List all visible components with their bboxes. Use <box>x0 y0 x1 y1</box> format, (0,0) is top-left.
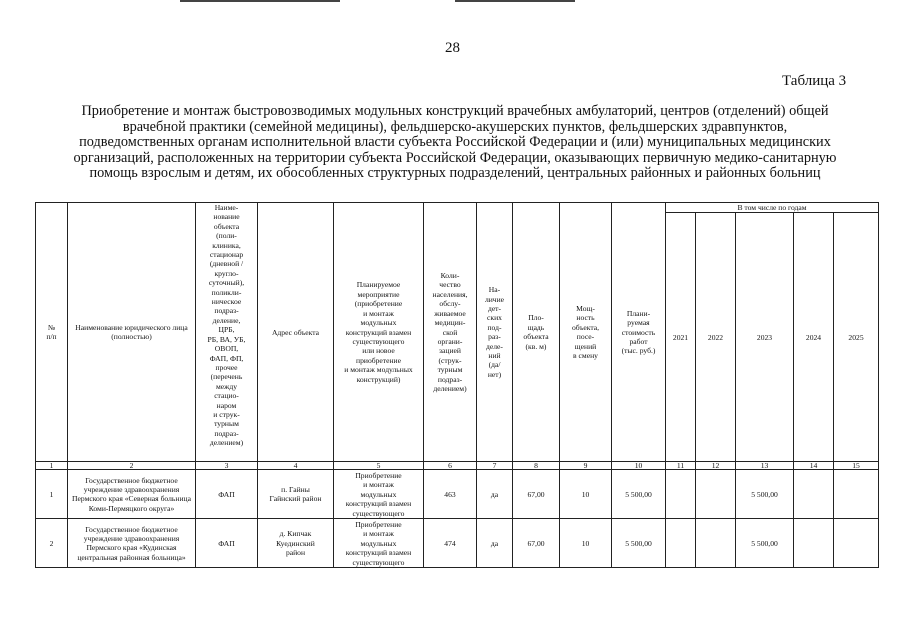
cell-address: д. Кипчак Куединский район <box>258 519 334 568</box>
header-year-2023: 2023 <box>736 213 794 462</box>
column-number: 14 <box>794 462 834 470</box>
cell-cost: 5 500,00 <box>612 470 666 519</box>
cell-2022 <box>696 470 736 519</box>
column-number: 9 <box>560 462 612 470</box>
cell-2021 <box>666 519 696 568</box>
header-num: № п/п <box>36 203 68 462</box>
cell-2025 <box>834 470 879 519</box>
header-children-units: На- личие дет- ских под- раз- деле- ний (да/ нет) <box>477 203 513 462</box>
cell-num: 1 <box>36 470 68 519</box>
column-number: 15 <box>834 462 879 470</box>
header-area: Пло- щадь объекта (кв. м) <box>513 203 560 462</box>
column-number: 13 <box>736 462 794 470</box>
table-row <box>36 470 879 519</box>
header-year-2025: 2025 <box>834 213 879 462</box>
cell-area: 67,00 <box>513 519 560 568</box>
cell-2025 <box>834 519 879 568</box>
cell-2021 <box>666 470 696 519</box>
column-number: 7 <box>477 462 513 470</box>
column-number: 8 <box>513 462 560 470</box>
top-scan-line-right <box>455 0 575 2</box>
cell-area: 67,00 <box>513 470 560 519</box>
table-row <box>36 519 879 568</box>
cell-capacity: 10 <box>560 519 612 568</box>
header-cost: Плани- руемая стоимость работ (тыс. руб.) <box>612 203 666 462</box>
cell-org-name: Государственное бюджетное учреждение здравоохранения Пермского края «Северная больница Коми-Пермяцкого округа» <box>68 470 196 519</box>
header-years-group: В том числе по годам <box>666 203 879 213</box>
column-number: 12 <box>696 462 736 470</box>
header-address: Адрес объекта <box>258 203 334 462</box>
cell-2023: 5 500,00 <box>736 519 794 568</box>
page-number: 28 <box>445 40 460 56</box>
cell-num: 2 <box>36 519 68 568</box>
header-planned-event: Планируемое мероприятие (приобретение и монтаж модульных конструкций взамен существующего или новое приобретение и монтаж модульных конструкций) <box>334 203 424 462</box>
cell-capacity: 10 <box>560 470 612 519</box>
column-number: 1 <box>36 462 68 470</box>
cell-2024 <box>794 519 834 568</box>
header-population: Коли- чество населения, обслу- живаемое медицин- ской органи- зацией (струк- турным подраз- делением) <box>424 203 477 462</box>
cell-cost: 5 500,00 <box>612 519 666 568</box>
column-number: 5 <box>334 462 424 470</box>
cell-population: 463 <box>424 470 477 519</box>
header-year-2024: 2024 <box>794 213 834 462</box>
document-title: Приобретение и монтаж быстровозводимых модульных конструкций врачебных амбулаторий, центров (отделений) общей врачебной практики (семейной медицины), фельдшерско-акушерских пунктов, фельдшерских здравпунктов, подведомственных органам исполнительной власти субъекта Российской Федерации и (или) муниципальных медицинских организаций, расположенных на территории субъекта Российской Федерации, оказывающих первичную медико-санитарную помощь взрослым и детям, их обособленных структурных подразделений, центральных районных и районных больниц <box>73 103 837 182</box>
cell-address: п. Гайны Гайнский район <box>258 470 334 519</box>
column-number: 10 <box>612 462 666 470</box>
header-capacity: Мощ- ность объекта, посе- щений в смену <box>560 203 612 462</box>
cell-planned-event: Приобретение и монтаж модульных конструкций взамен существующего <box>334 470 424 519</box>
cell-2023: 5 500,00 <box>736 470 794 519</box>
header-row <box>36 203 879 213</box>
header-object-type: Наиме- нование объекта (поли- клиника, стационар (дневной / кругло- суточный), поликли- ническое подраз- деление, ЦРБ, РБ, ВА, УБ, ОВОП, ФАП, ФП, прочее (перечень между стацио- наром и струк- турным подраз- делением) <box>196 203 258 462</box>
column-number: 3 <box>196 462 258 470</box>
cell-population: 474 <box>424 519 477 568</box>
header-year-2022: 2022 <box>696 213 736 462</box>
cell-org-name: Государственное бюджетное учреждение здравоохранения Пермского края «Кудинская центральная районная больница» <box>68 519 196 568</box>
top-scan-line-left <box>180 0 340 2</box>
column-number: 4 <box>258 462 334 470</box>
column-numbers-row <box>36 462 879 470</box>
column-number: 6 <box>424 462 477 470</box>
table-label: Таблица 3 <box>782 73 847 89</box>
header-org-name: Наименование юридического лица (полностью) <box>68 203 196 462</box>
header-year-2021: 2021 <box>666 213 696 462</box>
cell-children-units: да <box>477 519 513 568</box>
cell-2022 <box>696 519 736 568</box>
cell-object-type: ФАП <box>196 470 258 519</box>
cell-planned-event: Приобретение и монтаж модульных конструкций взамен существующего <box>334 519 424 568</box>
data-table <box>35 202 879 568</box>
column-number: 11 <box>666 462 696 470</box>
cell-object-type: ФАП <box>196 519 258 568</box>
cell-children-units: да <box>477 470 513 519</box>
column-number: 2 <box>68 462 196 470</box>
cell-2024 <box>794 470 834 519</box>
